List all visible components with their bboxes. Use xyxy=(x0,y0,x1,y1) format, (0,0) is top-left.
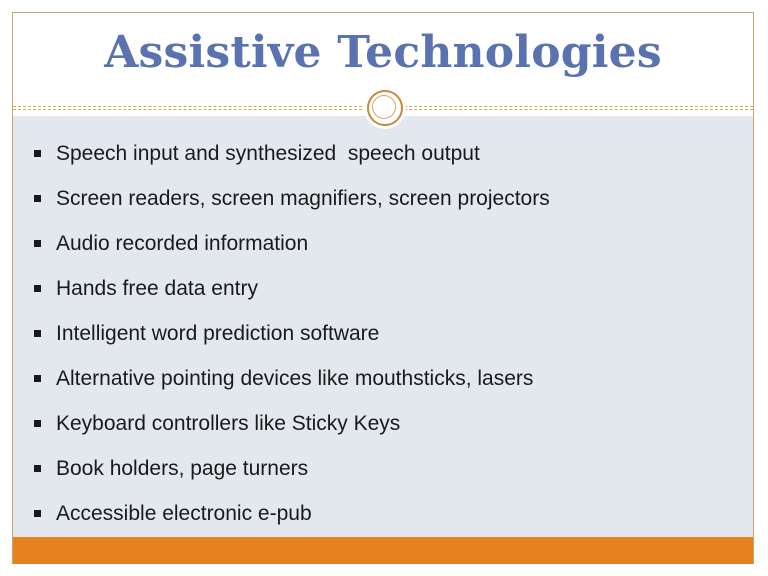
list-item xyxy=(13,365,753,410)
bullet-text: Audio recorded information xyxy=(56,232,309,255)
content-area xyxy=(13,116,753,537)
list-item xyxy=(13,410,753,455)
square-bullet-icon xyxy=(34,420,41,427)
list-item xyxy=(13,455,753,500)
square-bullet-icon xyxy=(34,510,41,517)
list-item xyxy=(13,230,753,275)
square-bullet-icon xyxy=(34,465,41,472)
bullet-text: Keyboard controllers like Sticky Keys xyxy=(56,412,401,435)
footer-accent-bar xyxy=(13,537,753,564)
ornament-inner-ring xyxy=(372,95,396,119)
list-item xyxy=(13,275,753,320)
bullet-text: Screen readers, screen magnifiers, screen projectors xyxy=(56,187,550,210)
square-bullet-icon xyxy=(34,330,41,337)
square-bullet-icon xyxy=(34,195,41,202)
circle-ornament-icon xyxy=(364,87,406,129)
bullet-text: Intelligent word prediction software xyxy=(56,322,380,345)
square-bullet-icon xyxy=(34,285,41,292)
list-item xyxy=(13,320,753,365)
bullet-text: Hands free data entry xyxy=(56,277,258,300)
square-bullet-icon xyxy=(34,240,41,247)
bullet-list xyxy=(13,140,753,545)
bullet-text: Alternative pointing devices like mouthsticks, lasers xyxy=(56,367,534,390)
square-bullet-icon xyxy=(34,150,41,157)
bullet-text: Speech input and synthesized speech output xyxy=(56,142,480,165)
bullet-text: Accessible electronic e-pub xyxy=(56,502,312,525)
list-item xyxy=(13,140,753,185)
square-bullet-icon xyxy=(34,375,41,382)
slide-title: Assistive Technologies xyxy=(104,27,662,78)
list-item xyxy=(13,185,753,230)
bullet-text: Book holders, page turners xyxy=(56,457,309,480)
